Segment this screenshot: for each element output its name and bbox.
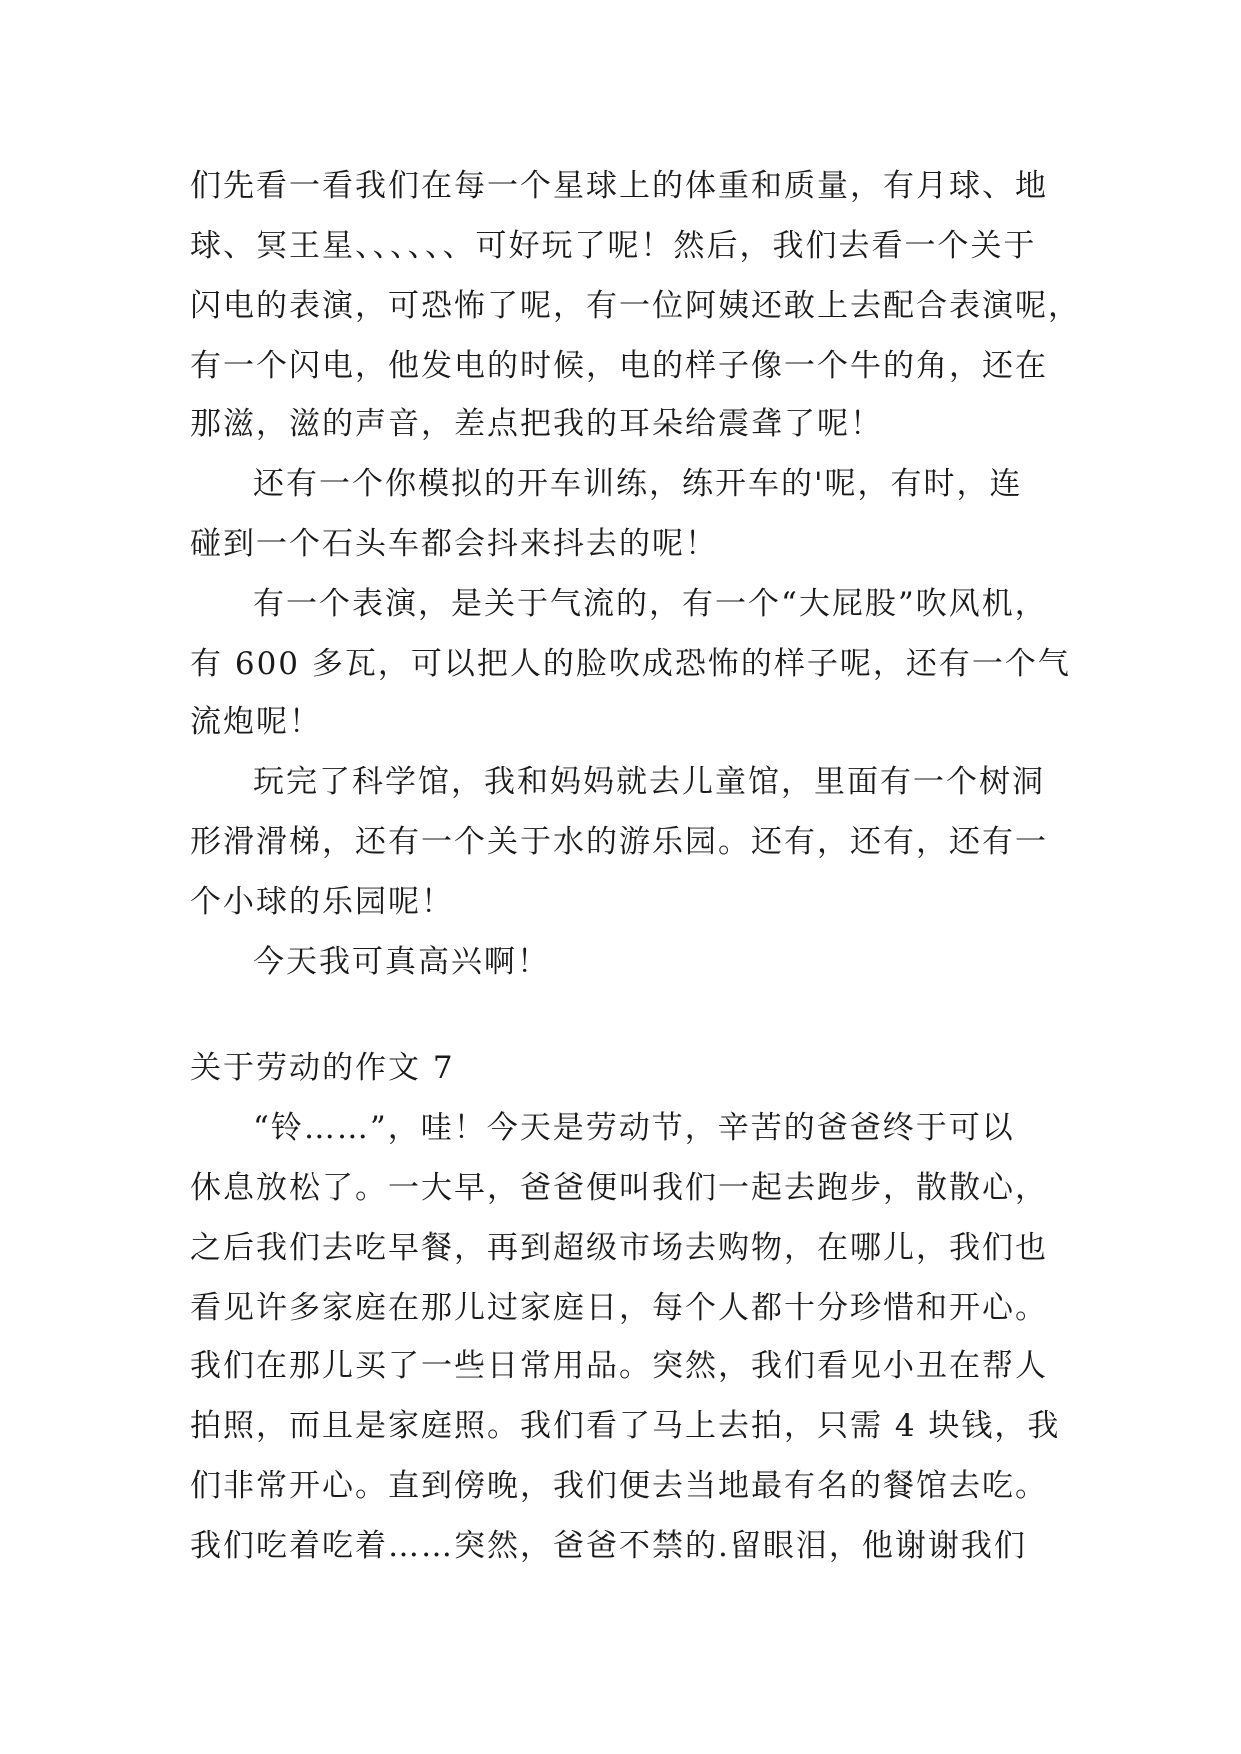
text-line: 有一个闪电，他发电的时候，电的样子像一个牛的角，还在 — [190, 348, 1048, 384]
paragraph-start-line: “铃……”，哇！今天是劳动节，辛苦的爸爸终于可以 — [253, 1110, 1015, 1146]
text-line: 个小球的乐园呢！ — [190, 884, 454, 920]
paragraph-start-line: 还有一个你模拟的开车训练，练开车的'呢，有时，连 — [253, 466, 1023, 502]
text-line: 我们吃着吃着……突然，爸爸不禁的.留眼泪，他谢谢我们 — [190, 1528, 1027, 1564]
text-line: 之后我们去吃早餐，再到超级市场去购物，在哪儿，我们也 — [190, 1230, 1048, 1266]
paragraph-start-line: 今天我可真高兴啊！ — [253, 944, 550, 980]
paragraph-start-line: 有一个表演，是关于气流的，有一个“大屁股”吹风机， — [253, 586, 1048, 622]
paragraph-start-line: 玩完了科学馆，我和妈妈就去儿童馆，里面有一个树洞 — [253, 764, 1045, 800]
text-line: 休息放松了。一大早，爸爸便叫我们一起去跑步，散散心， — [190, 1170, 1048, 1206]
text-line: 有 600 多瓦，可以把人的脸吹成恐怖的样子呢，还有一个气 — [190, 646, 1071, 682]
section-heading: 关于劳动的作文 7 — [190, 1050, 455, 1086]
text-line: 形滑滑梯，还有一个关于水的游乐园。还有，还有，还有一 — [190, 824, 1048, 860]
text-line: 我们在那儿买了一些日常用品。突然，我们看见小丑在帮人 — [190, 1348, 1048, 1384]
text-line: 碰到一个石头车都会抖来抖去的呢！ — [190, 526, 718, 562]
text-line: 球、冥王星、、、、、、可好玩了呢！然后，我们去看一个关于 — [190, 228, 1037, 264]
text-line: 看见许多家庭在那儿过家庭日，每个人都十分珍惜和开心。 — [190, 1290, 1048, 1326]
text-line: 拍照，而且是家庭照。我们看了马上去拍，只需 4 块钱，我 — [190, 1408, 1061, 1444]
text-line: 们先看一看我们在每一个星球上的体重和质量，有月球、地 — [190, 168, 1048, 204]
text-line: 那滋，滋的声音，差点把我的耳朵给震聋了呢！ — [190, 406, 883, 442]
text-line: 流炮呢！ — [190, 704, 322, 740]
text-line: 闪电的表演，可恐怖了呢，有一位阿姨还敢上去配合表演呢， — [190, 288, 1081, 324]
text-line: 们非常开心。直到傍晚，我们便去当地最有名的餐馆去吃。 — [190, 1468, 1048, 1504]
